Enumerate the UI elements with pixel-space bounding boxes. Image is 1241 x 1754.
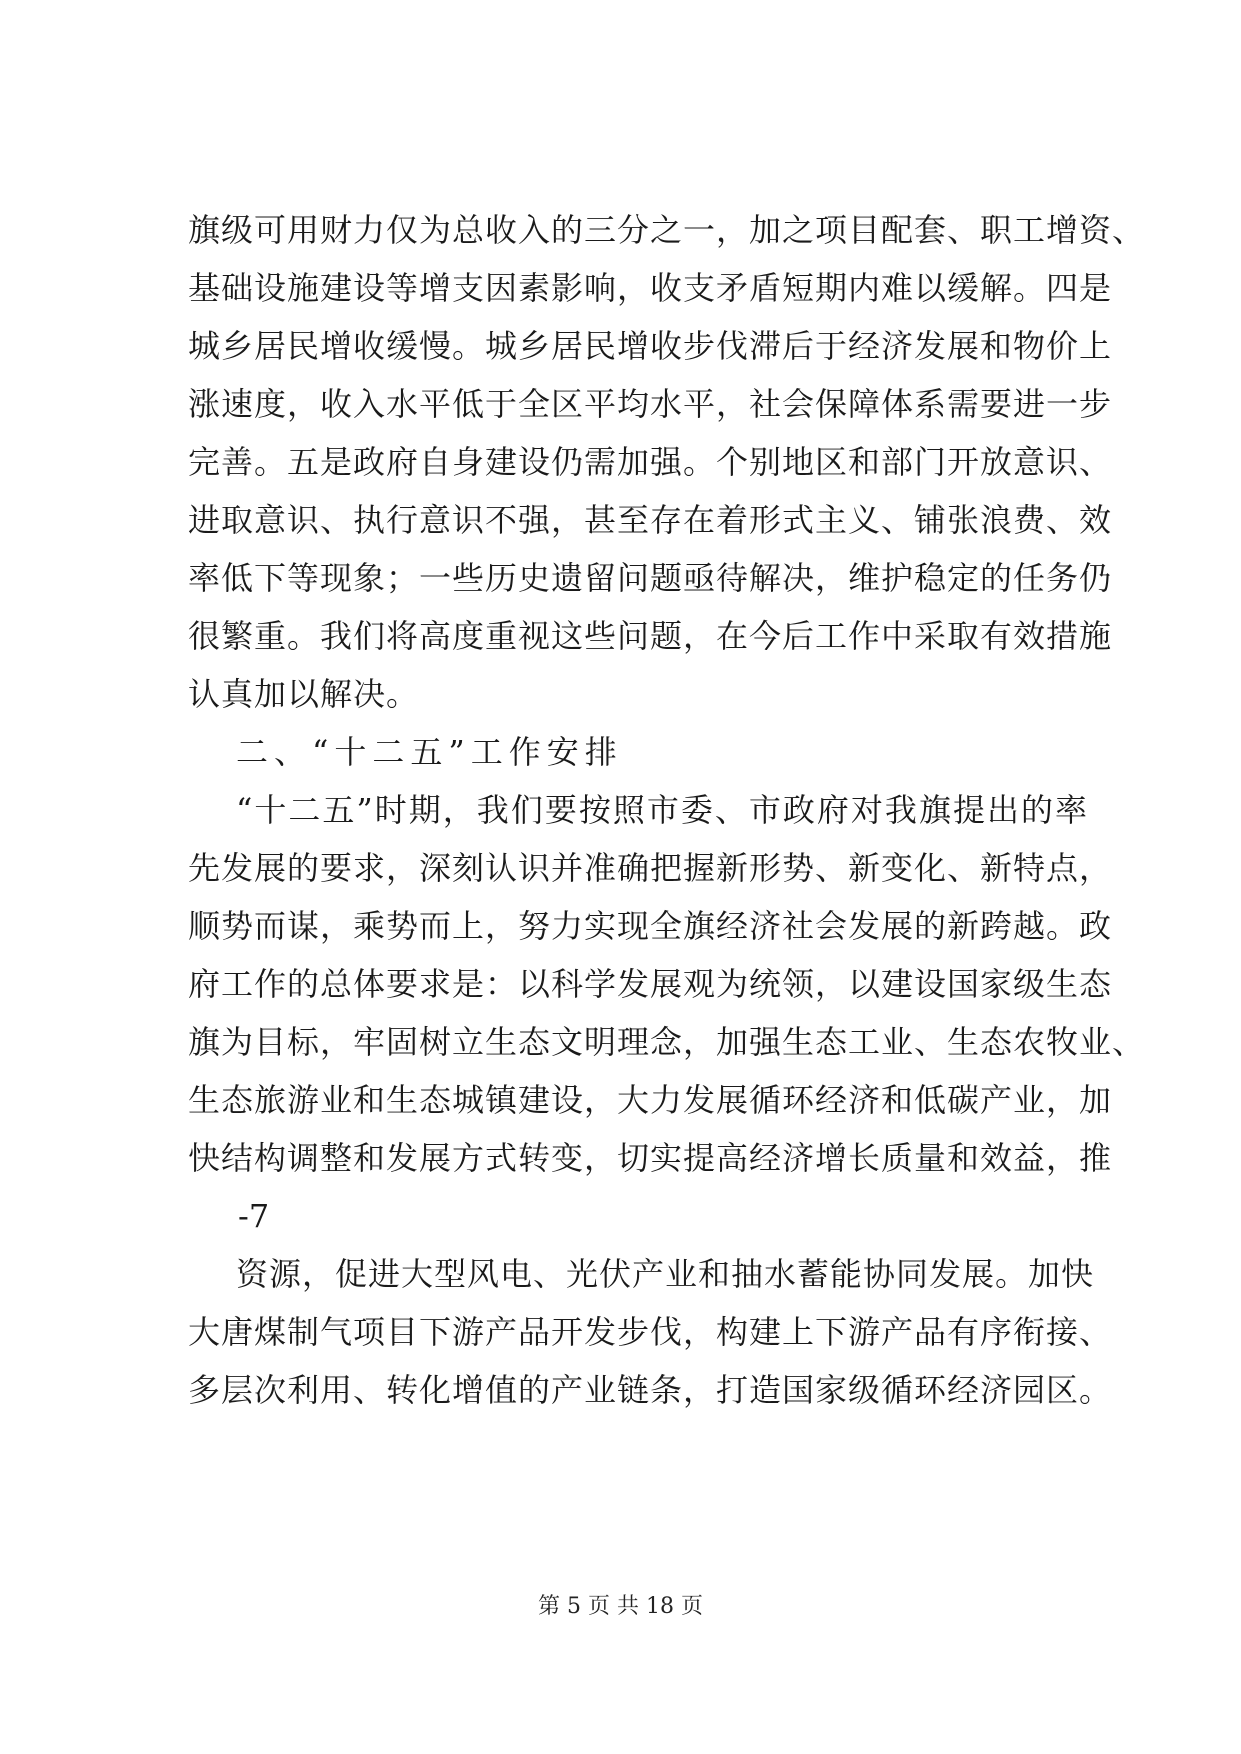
body-text-line: 快结构调整和发展方式转变，切实提高经济增长质量和效益，推 xyxy=(188,1139,1113,1177)
inner-page-marker: -7 xyxy=(238,1197,270,1235)
body-text-line: 认真加以解决。 xyxy=(188,675,420,713)
body-text-line: 生态旅游业和生态城镇建设，大力发展循环经济和低碳产业，加 xyxy=(188,1081,1113,1119)
body-text-line: 府工作的总体要求是：以科学发展观为统领，以建设国家级生态 xyxy=(188,965,1113,1003)
body-text-line: 旗为目标，牢固树立生态文明理念，加强生态工业、生态农牧业、 xyxy=(188,1023,1146,1061)
body-text-line: 资源，促进大型风电、光伏产业和抽水蓄能协同发展。加快 xyxy=(236,1255,1095,1293)
body-text-line: 顺势而谋，乘势而上，努力实现全旗经济社会发展的新跨越。政 xyxy=(188,907,1113,945)
page-footer: 第 5 页 共 18 页 xyxy=(538,1594,703,1619)
body-text-line: 涨速度，收入水平低于全区平均水平，社会保障体系需要进一步 xyxy=(188,385,1113,423)
body-text-line: 完善。五是政府自身建设仍需加强。个别地区和部门开放意识、 xyxy=(188,443,1113,481)
body-text-line: 率低下等现象；一些历史遗留问题亟待解决，维护稳定的任务仍 xyxy=(188,559,1113,597)
body-text-line: 大唐煤制气项目下游产品开发步伐，构建上下游产品有序衔接、 xyxy=(188,1313,1113,1351)
body-text-line: 进取意识、执行意识不强，甚至存在着形式主义、铺张浪费、效 xyxy=(188,501,1113,539)
body-text-line: 很繁重。我们将高度重视这些问题，在今后工作中采取有效措施 xyxy=(188,617,1113,655)
body-text-line: 多层次利用、转化增值的产业链条，打造国家级循环经济园区。 xyxy=(188,1371,1113,1409)
body-text-line: “十二五”时期，我们要按照市委、市政府对我旗提出的率 xyxy=(236,791,1088,829)
section-heading: 二、“十二五”工作安排 xyxy=(236,733,623,771)
body-text-line: 城乡居民增收缓慢。城乡居民增收步伐滞后于经济发展和物价上 xyxy=(188,327,1113,365)
body-text-line: 基础设施建设等增支因素影响，收支矛盾短期内难以缓解。四是 xyxy=(188,269,1113,307)
body-text-line: 旗级可用财力仅为总收入的三分之一，加之项目配套、职工增资、 xyxy=(188,211,1146,249)
body-text-line: 先发展的要求，深刻认识并准确把握新形势、新变化、新特点， xyxy=(188,849,1113,887)
